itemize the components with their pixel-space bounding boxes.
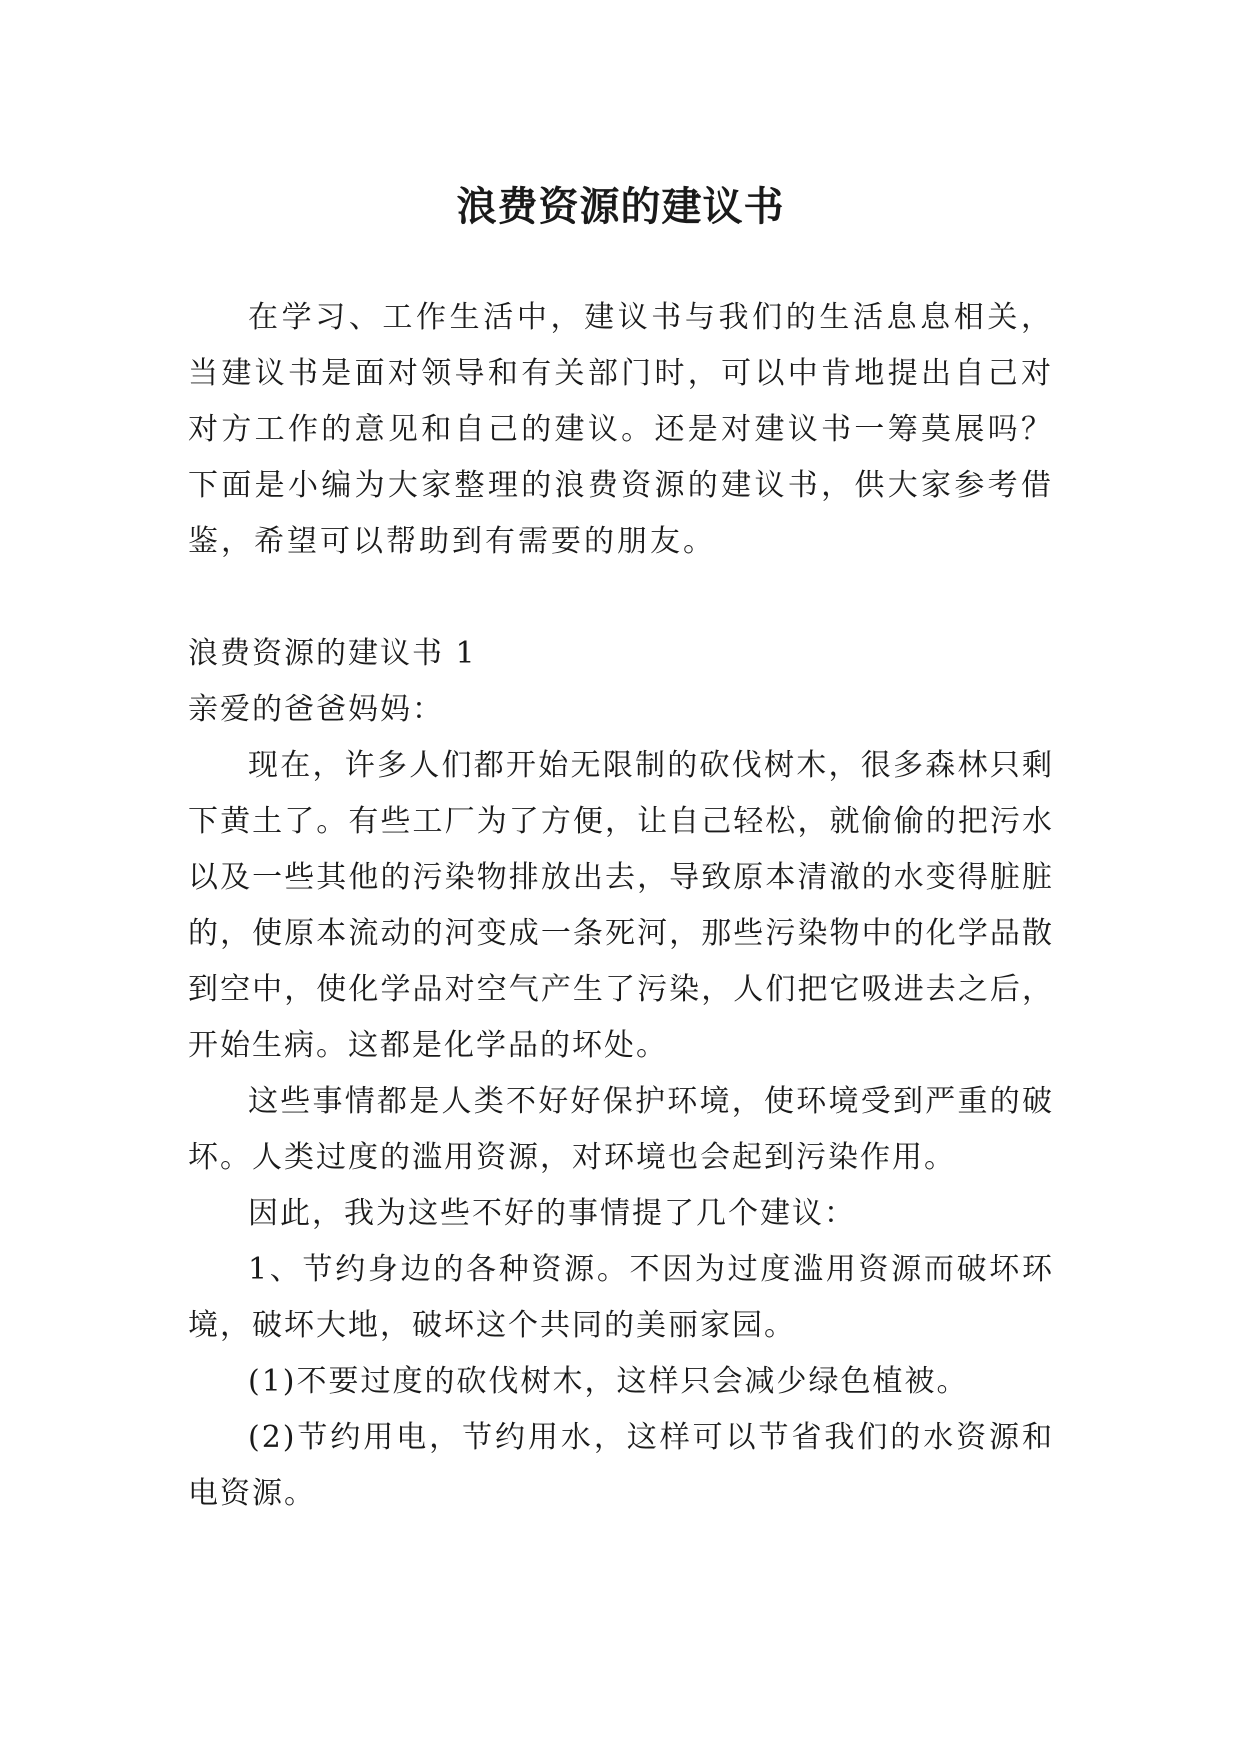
suggestion-1-item-2: (2)节约用电，节约用水，这样可以节省我们的水资源和电资源。 [188, 1420, 1054, 1511]
document-body [188, 290, 1054, 1522]
salutation: 亲爱的爸爸妈妈： [188, 692, 444, 727]
suggestion-1-item-1: (1)不要过度的砍伐树木，这样只会减少绿色植被。 [248, 1364, 969, 1399]
body-paragraph-1: 现在，许多人们都开始无限制的砍伐树木，很多森林只剩下黄土了。有些工厂为了方便，让自己轻松，就偷偷的把污水以及一些其他的污染物排放出去，导致原本清澈的水变得脏脏的，使原本流动的河变成一条死河，那些污染物中的化学品散到空中，使化学品对空气产生了污染，人们把它吸进去之后，开始生病。这都是化学品的坏处。 [188, 748, 1054, 1063]
body-paragraph-3: 因此，我为这些不好的事情提了几个建议： [248, 1196, 856, 1231]
document-title: 浪费资源的建议书 [456, 182, 785, 230]
body-paragraph-2: 这些事情都是人类不好好保护环境，使环境受到严重的破坏。人类过度的滥用资源，对环境也会起到污染作用。 [188, 1084, 1054, 1175]
suggestion-1: 1、节约身边的各种资源。不因为过度滥用资源而破坏环境，破坏大地，破坏这个共同的美丽家园。 [188, 1252, 1054, 1343]
intro-paragraph: 在学习、工作生活中，建议书与我们的生活息息相关，当建议书是面对领导和有关部门时，可以中肯地提出自己对对方工作的意见和自己的建议。还是对建议书一筹莫展吗？下面是小编为大家整理的浪费资源的建议书，供大家参考借鉴，希望可以帮助到有需要的朋友。 [188, 300, 1054, 559]
section-heading: 浪费资源的建议书 1 [188, 636, 477, 671]
